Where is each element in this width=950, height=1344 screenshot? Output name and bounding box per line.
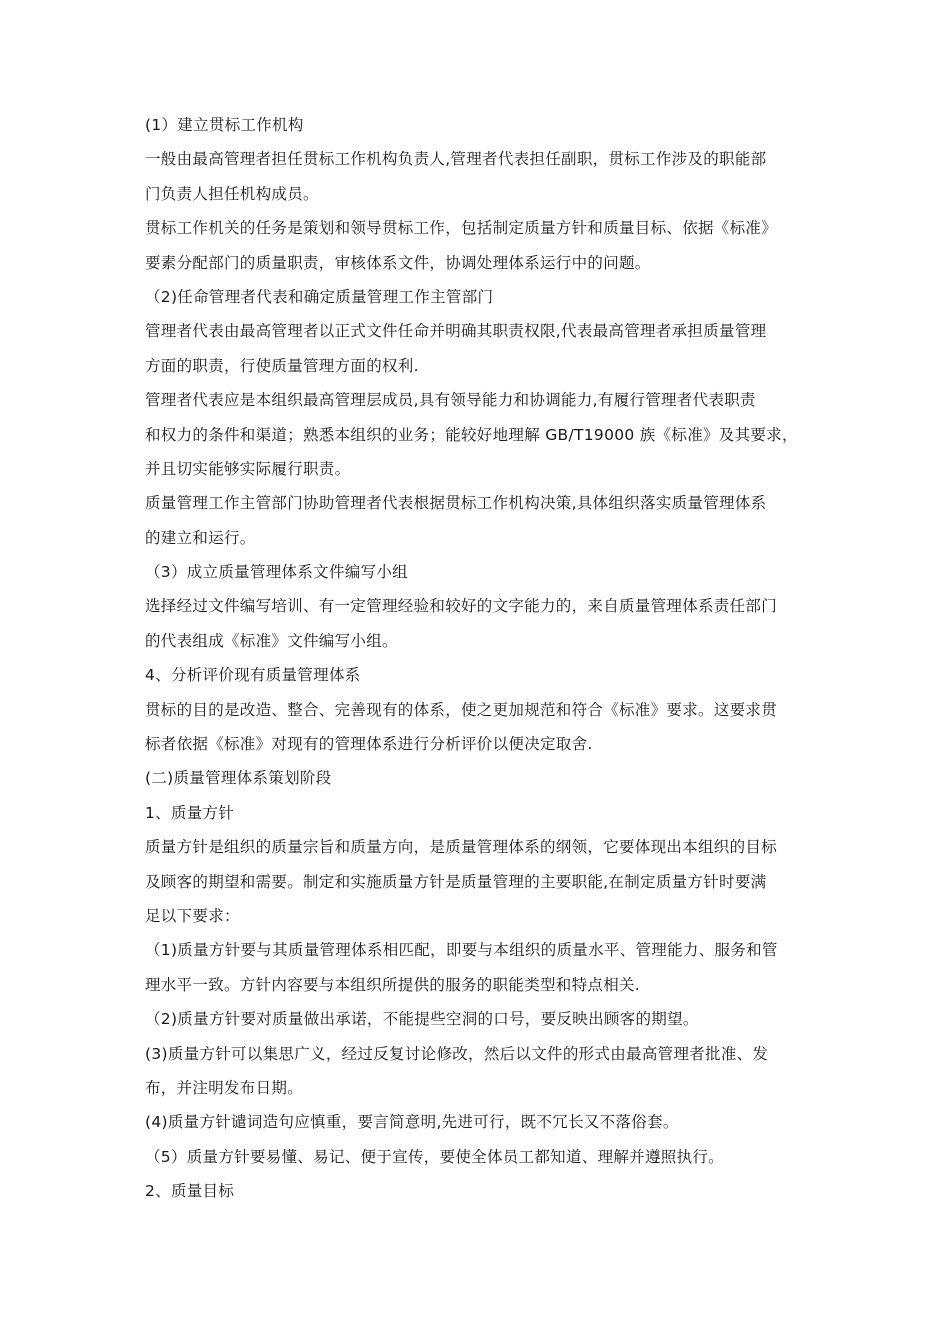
text-line: 贯标工作机关的任务是策划和领导贯标工作，包括制定质量方针和质量目标、依据《标准》 xyxy=(145,219,778,238)
text-line: 4、分析评价现有质量管理体系 xyxy=(145,666,361,685)
text-line: 贯标的目的是改造、整合、完善现有的体系，使之更加规范和符合《标准》要求。这要求贯 xyxy=(145,700,778,719)
text-line: （1)质量方针要与其质量管理体系相匹配，即要与本组织的质量水平、管理能力、服务和管 xyxy=(145,941,778,960)
text-line: （2)质量方针要对质量做出承诺，不能提些空洞的口号，要反映出顾客的期望。 xyxy=(145,1010,699,1029)
text-line: 质量方针是组织的质量宗旨和质量方向，是质量管理体系的纲领，它要体现出本组织的目标 xyxy=(145,838,778,857)
text-line: 的代表组成《标准》文件编写小组。 xyxy=(145,631,398,650)
text-line: 要素分配部门的质量职责，审核体系文件，协调处理体系运行中的问题。 xyxy=(145,253,651,272)
text-line: 管理者代表应是本组织最高管理层成员,具有领导能力和协调能力,有履行管理者代表职责 xyxy=(145,391,756,410)
text-line: 1、质量方针 xyxy=(145,803,235,822)
text-line: 标者依据《标准》对现有的管理体系进行分析评价以便决定取舍. xyxy=(145,735,593,754)
text-line: 门负责人担任机构成员。 xyxy=(145,184,319,203)
text-line: 并且切实能够实际履行职责。 xyxy=(145,459,351,478)
text-line: 方面的职责，行使质量管理方面的权利. xyxy=(145,356,419,375)
text-line: （2)任命管理者代表和确定质量管理工作主管部门 xyxy=(145,287,494,306)
text-line: (4)质量方针谴词造句应慎重，要言简意明,先进可行，既不冗长又不落俗套。 xyxy=(145,1113,679,1132)
text-line: （5）质量方针要易懂、易记、便于宣传，要使全体员工都知道、理解并遵照执行。 xyxy=(145,1147,724,1166)
text-line: (3)质量方针可以集思广义，经过反复讨论修改，然后以文件的形式由最高管理者批准、发 xyxy=(145,1044,769,1063)
text-line: 2、质量目标 xyxy=(145,1182,235,1201)
text-line: 足以下要求： xyxy=(145,906,240,925)
text-line: 及顾客的期望和需要。制定和实施质量方针是质量管理的主要职能,在制定质量方针时要满 xyxy=(145,872,767,891)
text-line: 布，并注明发布日期。 xyxy=(145,1078,304,1097)
text-line: 质量管理工作主管部门协助管理者代表根据贯标工作机构决策,具体组织落实质量管理体系 xyxy=(145,494,767,513)
text-line: 的建立和运行。 xyxy=(145,528,256,547)
text-line: 理水平一致。方针内容要与本组织所提供的服务的职能类型和特点相关. xyxy=(145,975,641,994)
text-line: (1）建立贯标工作机构 xyxy=(145,116,304,134)
text-line: 和权力的条件和渠道；熟悉本组织的业务；能较好地理解 GB/T19000 族《标准》及其要求， xyxy=(145,425,798,444)
text-line: 一般由最高管理者担任贯标工作机构负责人,管理者代表担任副职，贯标工作涉及的职能部 xyxy=(145,150,767,169)
text-line: (二)质量管理体系策划阶段 xyxy=(145,769,332,788)
text-line: （3）成立质量管理体系文件编写小组 xyxy=(145,563,408,582)
document-body xyxy=(145,111,825,1212)
text-line: 管理者代表由最高管理者以正式文件任命并明确其职责权限,代表最高管理者承担质量管理 xyxy=(145,322,767,341)
text-line: 选择经过文件编写培训、有一定管理经验和较好的文字能力的，来自质量管理体系责任部门 xyxy=(145,597,778,616)
